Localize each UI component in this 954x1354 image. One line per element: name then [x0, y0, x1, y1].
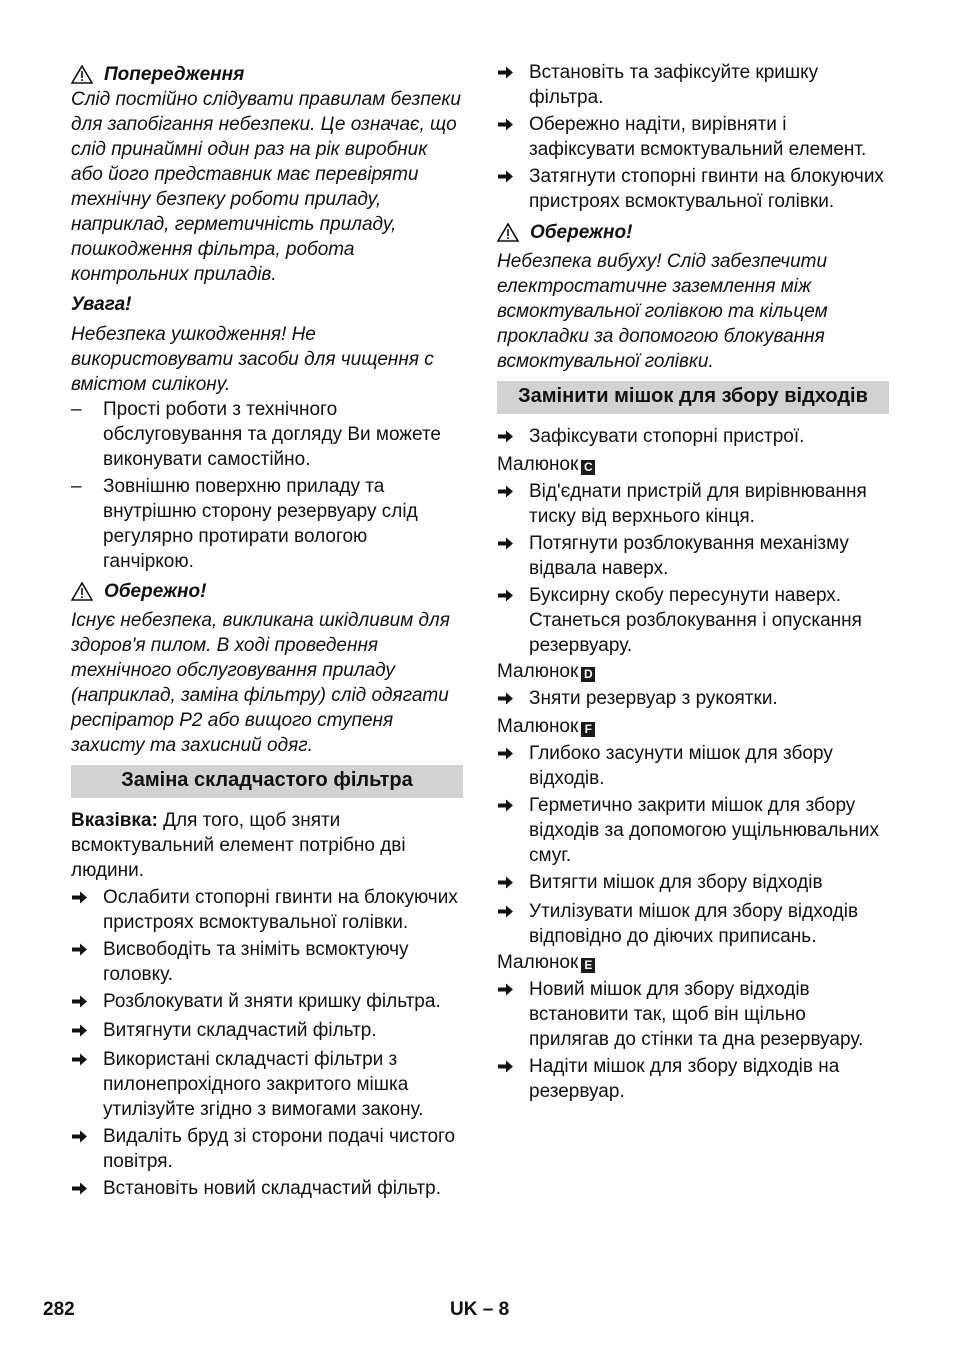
step-item	[71, 937, 463, 987]
warning-triangle-icon	[71, 582, 93, 601]
step-marker	[497, 1054, 529, 1104]
step-marker	[497, 479, 529, 529]
step-item	[497, 793, 889, 868]
step-item	[497, 870, 889, 897]
caution-text: Існує небезпека, викликана шкідливим для здоров'я пилом. В ході проведення технічного обслуговування приладу (наприклад, заміна фільтру) слід одягати респіратор P2 або вищого ступеня захисту та захисний одяг.	[71, 610, 450, 756]
filter-steps-list	[71, 885, 463, 1203]
step-text: Обережно надіти, вирівняти і зафіксувати всмоктувальний елемент.	[529, 114, 867, 160]
arrow-right-icon	[497, 904, 514, 919]
warning-heading	[71, 62, 463, 87]
arrow-right-icon	[497, 169, 514, 184]
arrow-right-icon	[71, 1181, 88, 1196]
arrow-right-icon	[497, 484, 514, 499]
step-item	[497, 479, 889, 529]
note-paragraph	[71, 808, 463, 883]
caution-title: Обережно!	[530, 222, 633, 243]
figure-label-text: Малюнок	[497, 454, 579, 475]
arrow-right-icon	[497, 746, 514, 761]
section-heading-filter: Заміна складчастого фільтра	[71, 765, 463, 798]
step-text: Витягнути складчастий фільтр.	[103, 1020, 377, 1041]
step-marker	[71, 1018, 103, 1045]
figure-letter-badge: F	[581, 722, 595, 737]
figure-label-text: Малюнок	[497, 661, 579, 682]
caution-heading	[71, 579, 463, 604]
arrow-right-icon	[71, 890, 88, 905]
step-marker	[71, 1124, 103, 1174]
section-heading-bag: Замінити мішок для збору відходів	[497, 381, 889, 414]
figure-groups	[497, 452, 889, 1104]
page-number: 282	[43, 1299, 75, 1320]
attention-title: Увага!	[71, 294, 132, 315]
step-marker	[497, 531, 529, 581]
warning-triangle-icon	[497, 223, 519, 242]
figure-label	[497, 659, 889, 684]
step-marker	[71, 989, 103, 1016]
arrow-right-icon	[497, 1059, 514, 1074]
step-marker	[497, 164, 529, 214]
figure-letter-badge: D	[581, 667, 595, 682]
step-marker	[497, 583, 529, 658]
step-item	[497, 741, 889, 791]
step-text: Ослабити стопорні гвинти на блокуючих пристроях всмоктувальної голівки.	[103, 887, 458, 933]
step-marker	[71, 1176, 103, 1203]
arrow-right-icon	[497, 875, 514, 890]
arrow-right-icon	[71, 1052, 88, 1067]
arrow-right-icon	[497, 691, 514, 706]
caution-title: Обережно!	[104, 581, 207, 602]
step-text: Видаліть бруд зі сторони подачі чистого повітря.	[103, 1126, 456, 1172]
step-text: Від'єднати пристрій для вирівнювання тиску від верхнього кінця.	[529, 481, 867, 527]
step-item	[497, 112, 889, 162]
list-item	[71, 474, 463, 574]
step-marker	[71, 937, 103, 987]
arrow-right-icon	[71, 994, 88, 1009]
step-item	[71, 1047, 463, 1122]
step-text: Зняти резервуар з рукоятки.	[529, 688, 778, 709]
step-item	[497, 583, 889, 658]
step-text: Встановіть та зафіксуйте кришку фільтра.	[529, 62, 819, 108]
figure-letter-badge: C	[581, 460, 595, 475]
arrow-right-icon	[71, 942, 88, 957]
step-item	[497, 1054, 889, 1104]
step-marker	[71, 1047, 103, 1122]
step-item	[497, 531, 889, 581]
list-item-text: Прості роботи з технічного обслуговування та догляду Ви можете виконувати самостійно.	[103, 399, 442, 470]
arrow-right-icon	[497, 429, 514, 444]
arrow-right-icon	[497, 117, 514, 132]
figure-label-text: Малюнок	[497, 716, 579, 737]
step-marker	[497, 60, 529, 110]
warning-triangle-icon	[71, 65, 93, 84]
dash-marker: –	[71, 399, 82, 420]
fix-steps-list	[497, 424, 889, 451]
step-item	[497, 164, 889, 214]
step-text: Утилізувати мішок для збору відходів відповідно до діючих приписань.	[529, 901, 859, 947]
figure-letter-badge: E	[581, 958, 595, 973]
note-text: Для того, щоб зняти всмоктувальний елемент потрібно дві людини.	[71, 810, 406, 881]
arrow-right-icon	[497, 982, 514, 997]
right-column	[497, 58, 889, 1104]
figure-label	[497, 950, 889, 975]
page-code: UK – 8	[450, 1299, 510, 1320]
arrow-right-icon	[71, 1129, 88, 1144]
step-text: Новий мішок для збору відходів встановити так, щоб він щільно прилягав до стінки та дна резервуару.	[529, 979, 864, 1050]
step-item	[71, 989, 463, 1016]
step-text: Глибоко засунути мішок для збору відходів.	[529, 743, 833, 789]
attention-text: Небезпека ушкодження! Не використовувати засоби для чищення с вмістом силікону.	[71, 324, 434, 395]
left-column	[71, 58, 463, 1203]
step-marker	[497, 977, 529, 1052]
step-text: Буксирну скобу пересунути наверх. Станеться розблокування і опускання резервуару.	[529, 585, 862, 656]
step-item	[497, 60, 889, 110]
step-text: Зафіксувати стопорні пристрої.	[529, 426, 805, 447]
warning-title: Попередження	[104, 64, 245, 85]
step-item	[71, 1018, 463, 1045]
arrow-right-icon	[71, 1023, 88, 1038]
arrow-right-icon	[497, 588, 514, 603]
step-item	[497, 977, 889, 1052]
step-marker	[497, 870, 529, 897]
list-item-text: Зовнішню поверхню приладу та внутрішню сторону резервуару слід регулярно протирати вологою ганчіркою.	[103, 476, 418, 572]
step-item	[71, 885, 463, 935]
figure-label	[497, 714, 889, 739]
arrow-right-icon	[497, 536, 514, 551]
step-item	[71, 1124, 463, 1174]
note-label: Вказівка:	[71, 810, 158, 831]
dash-marker: –	[71, 476, 82, 497]
step-item	[71, 1176, 463, 1203]
step-text: Використані складчасті фільтри з пилонепрохідного закритого мішка утилізуйте згідно з вимогами закону.	[103, 1049, 424, 1120]
step-text: Висвободіть та зніміть всмоктуючу головку.	[103, 939, 409, 985]
step-text: Витягти мішок для збору відходів	[529, 872, 823, 893]
step-text: Встановіть новий складчастий фільтр.	[103, 1178, 441, 1199]
arrow-right-icon	[497, 65, 514, 80]
caution-heading	[497, 220, 889, 245]
step-marker	[497, 424, 529, 451]
step-text: Потягнути розблокування механізму відвала наверх.	[529, 533, 849, 579]
list-item	[71, 397, 463, 472]
step-text: Розблокувати й зняти кришку фільтра.	[103, 991, 441, 1012]
arrow-right-icon	[497, 798, 514, 813]
step-marker	[497, 686, 529, 713]
warning-text: Слід постійно слідувати правилам безпеки для запобігання небезпеки. Це означає, що слід принаймні один раз на рік виробник або його представник має перевіряти технічну безпеку роботи приладу, наприклад, герметичність приладу, пошкодження фільтра, робота контрольних приладів.	[71, 89, 461, 285]
step-text: Герметично закрити мішок для збору відходів за допомогою ущільнювальних смуг.	[529, 795, 879, 866]
step-item	[497, 424, 889, 451]
step-marker	[71, 885, 103, 935]
figure-label-text: Малюнок	[497, 952, 579, 973]
step-marker	[497, 793, 529, 868]
lid-steps-list	[497, 60, 889, 214]
step-text: Надіти мішок для збору відходів на резервуар.	[529, 1056, 840, 1102]
step-marker	[497, 741, 529, 791]
step-item	[497, 899, 889, 949]
step-marker	[497, 899, 529, 949]
figure-label	[497, 452, 889, 477]
caution-text: Небезпека вибуху! Слід забезпечити електростатичне заземлення між всмоктувальної голівкою та кільцем прокладки за допомогою блокування всмоктувальної голівки.	[497, 251, 828, 372]
step-item	[497, 686, 889, 713]
step-text: Затягнути стопорні гвинти на блокуючих пристроях всмоктувальної голівки.	[529, 166, 884, 212]
step-marker	[497, 112, 529, 162]
